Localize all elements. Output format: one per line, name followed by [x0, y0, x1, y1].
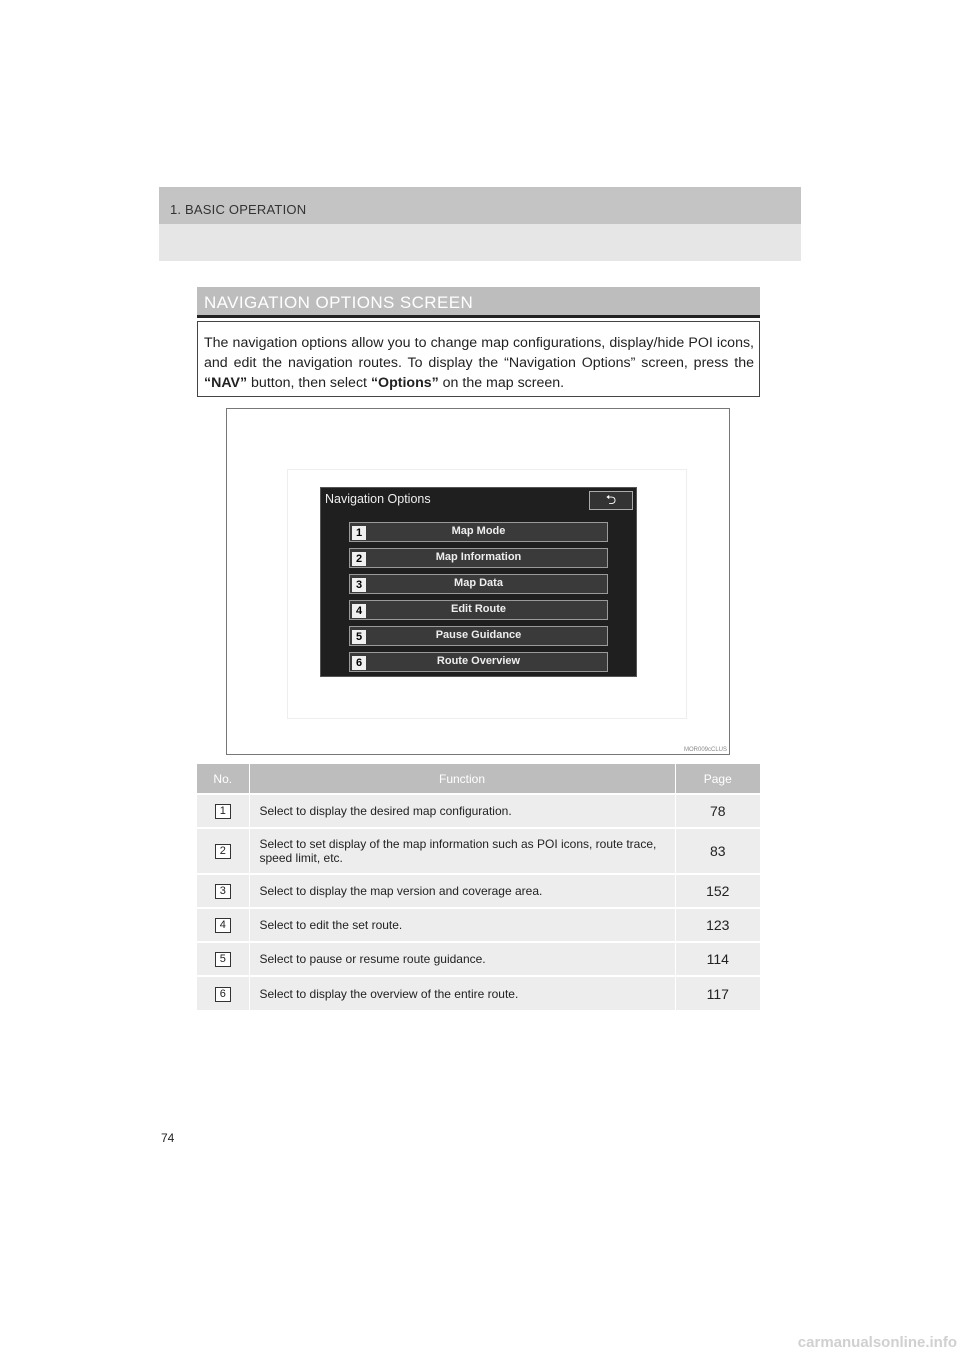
- intro-box: [197, 321, 760, 397]
- table-row: [197, 828, 760, 874]
- screen-title: Navigation Options: [325, 492, 431, 506]
- table-row: [197, 908, 760, 942]
- back-arrow-icon: ⮌: [605, 492, 617, 507]
- option-label: Edit Route: [451, 603, 506, 615]
- row-number-cell: [197, 828, 249, 874]
- row-number: 2: [215, 844, 231, 859]
- row-page: 78: [675, 794, 760, 828]
- option-button-map-data[interactable]: [349, 574, 608, 594]
- screenshot-figure: [226, 408, 730, 755]
- row-page: 83: [675, 828, 760, 874]
- intro-text-2: button, then select: [247, 375, 371, 391]
- watermark: carmanualsonline.info: [797, 1334, 957, 1351]
- option-number: 3: [352, 578, 366, 592]
- row-page: 117: [675, 976, 760, 1010]
- table-row: [197, 942, 760, 976]
- row-page: 114: [675, 942, 760, 976]
- row-function: Select to set display of the map information such as POI icons, route trace, speed limit, etc.: [249, 828, 675, 874]
- row-number: 3: [215, 884, 231, 899]
- row-function: Select to display the map version and coverage area.: [249, 874, 675, 908]
- intro-options-term: “Options”: [370, 375, 439, 391]
- function-table: [197, 764, 760, 1010]
- header-band: [159, 187, 801, 261]
- page-number: 74: [161, 1131, 175, 1145]
- row-function: Select to edit the set route.: [249, 908, 675, 942]
- row-number-cell: [197, 976, 249, 1010]
- option-label: Map Information: [435, 551, 522, 563]
- option-button-edit-route[interactable]: [349, 600, 608, 620]
- section-title: NAVIGATION OPTIONS SCREEN: [204, 293, 474, 312]
- row-number: 4: [215, 918, 231, 933]
- row-number-cell: [197, 874, 249, 908]
- option-number: 4: [352, 604, 366, 618]
- row-page: 152: [675, 874, 760, 908]
- option-number: 6: [352, 656, 366, 670]
- table-header-row: [197, 764, 760, 794]
- table-row: [197, 874, 760, 908]
- row-number-cell: [197, 942, 249, 976]
- row-function: Select to display the desired map configuration.: [249, 794, 675, 828]
- intro-text-1: The navigation options allow you to change map configurations, display/hide POI icons, and edit the navigation routes. To display the “Navigation Options” screen, press the: [204, 335, 754, 371]
- header-function: Function: [249, 764, 675, 794]
- option-button-route-overview[interactable]: [349, 652, 608, 672]
- option-number: 5: [352, 630, 366, 644]
- section-label: 1. BASIC OPERATION: [170, 202, 307, 217]
- option-number: 2: [352, 552, 366, 566]
- table-row: [197, 794, 760, 828]
- navigation-options-screen: [320, 487, 637, 677]
- option-label: Route Overview: [436, 655, 521, 667]
- option-number: 1: [352, 526, 366, 540]
- option-label: Map Mode: [451, 525, 506, 537]
- row-number: 6: [215, 987, 231, 1002]
- option-button-map-mode[interactable]: [349, 522, 608, 542]
- option-button-map-information[interactable]: [349, 548, 608, 568]
- header-page: Page: [675, 764, 760, 794]
- section-title-bar: [197, 287, 760, 318]
- row-function: Select to pause or resume route guidance.: [249, 942, 675, 976]
- option-label: Map Data: [454, 577, 503, 589]
- table-body: [197, 794, 760, 1010]
- row-page: 123: [675, 908, 760, 942]
- intro-nav-term: “NAV”: [204, 375, 248, 391]
- option-button-pause-guidance[interactable]: [349, 626, 608, 646]
- back-button[interactable]: [589, 491, 633, 510]
- row-number: 5: [215, 952, 231, 967]
- image-code: MOR009cCLUS: [683, 747, 727, 753]
- intro-text-3: on the map screen.: [438, 375, 565, 391]
- row-number-cell: [197, 908, 249, 942]
- row-number-cell: [197, 794, 249, 828]
- option-label: Pause Guidance: [435, 629, 522, 641]
- row-function: Select to display the overview of the entire route.: [249, 976, 675, 1010]
- row-number: 1: [215, 804, 231, 819]
- header-no: No.: [197, 764, 249, 794]
- table-row: [197, 976, 760, 1010]
